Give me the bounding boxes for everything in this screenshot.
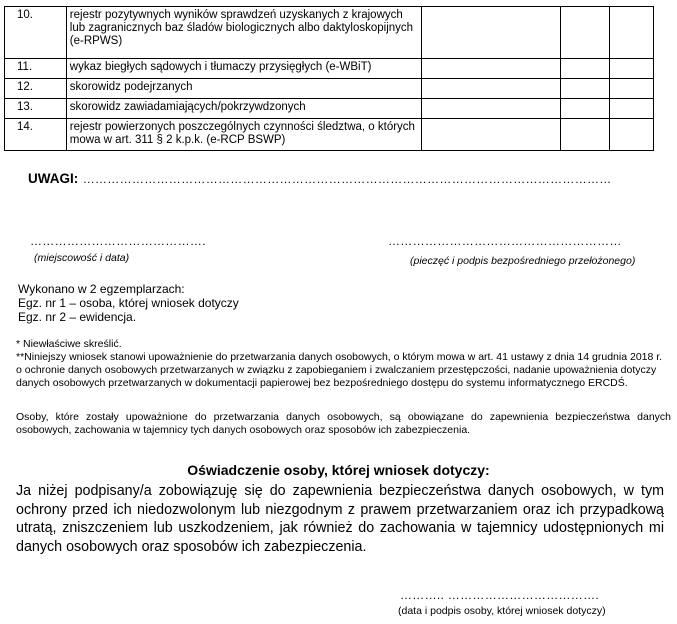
row-number: 12.: [5, 79, 67, 99]
empty-cell: [422, 119, 561, 151]
empty-cell: [561, 99, 609, 119]
supervisor-signature-caption: (pieczęć i podpis bezpośredniego przełożonego): [410, 255, 636, 267]
obligation-note-line-1: Osoby, które zostały upoważnione do przetwarzania danych osobowych, są obowiązane do zapewnienia bezpieczeństwa danych: [16, 411, 671, 423]
row-description: rejestr pozytywnych wyników sprawdzeń uzyskanych z krajowych lub zagranicznych baz śladów biologicznych albo daktyloskopijnych (e-RPWS): [66, 7, 421, 59]
table-row: [5, 7, 654, 59]
copies-line-2: Egz. nr 1 – osoba, której wniosek dotyczy: [18, 296, 239, 310]
empty-cell: [609, 99, 653, 119]
place-date-caption: (miejscowość i data): [34, 252, 130, 264]
obligation-note-line-2: osobowych, zachowania w tajemnicy tych danych osobowych oraz sposobów ich zabezpieczenia.: [16, 424, 471, 436]
table-row: [5, 99, 654, 119]
empty-cell: [561, 7, 609, 59]
declarant-signature-dots: ……….. ……………………………….: [400, 588, 600, 602]
declaration-text: Ja niżej podpisany/a zobowiązuję się do zapewnienia bezpieczeństwa danych osobowych, w tym ochrony przed ich niedozwolonym lub niezgodnym z prawem przetwarzaniem oraz ich przypadkową utratą, zniszczeniem lub uszkodzeniem, jak również do zachowania w tajemnicy udostępnionych mi danych osobowych oraz sposobów ich zabezpieczenia.: [16, 483, 664, 555]
empty-cell: [561, 79, 609, 99]
empty-cell: [609, 59, 653, 79]
registry-table: [4, 6, 654, 151]
empty-cell: [422, 7, 561, 59]
footnote-2-line-2: o ochronie danych osobowych przetwarzanych w związku z zapobieganiem i zwalczaniem przestępczości, nadanie upoważnienia dotyczy: [16, 364, 657, 376]
table-row: [5, 59, 654, 79]
footnote-2-line-1: **Niniejszy wniosek stanowi upoważnienie do przetwarzania danych osobowych, o którym mowa w art. 41 ustawy z dnia 14 grudnia 2018 r.: [16, 351, 663, 363]
footnote-2: [16, 351, 671, 390]
empty-cell: [609, 119, 653, 151]
obligation-note: [16, 411, 671, 437]
place-date-dots: …………………………………….: [30, 234, 206, 248]
empty-cell: [561, 119, 609, 151]
supervisor-signature-dots: …………………………………………………: [388, 234, 622, 248]
empty-cell: [422, 79, 561, 99]
row-description: wykaz biegłych sądowych i tłumaczy przysięgłych (e-WBiT): [66, 59, 421, 79]
empty-cell: [609, 79, 653, 99]
uwagi-label: UWAGI:: [28, 171, 79, 186]
copies-line-1: Wykonano w 2 egzemplarzach:: [18, 282, 185, 296]
empty-cell: [561, 59, 609, 79]
footnote-2-line-3: danych osobowych przetwarzanych w dokumentacji papierowej bez bezpośredniego dostępu do systemu informatycznego ERCDŚ.: [16, 377, 628, 389]
row-number: 11.: [5, 59, 67, 79]
table-row: [5, 79, 654, 99]
row-description: skorowidz podejrzanych: [66, 79, 421, 99]
row-number: 10.: [5, 7, 67, 59]
table-row: [5, 119, 654, 151]
empty-cell: [609, 7, 653, 59]
uwagi-dots: …………………………………………………………………………………………………………………: [82, 172, 612, 186]
row-number: 14.: [5, 119, 67, 151]
row-description: skorowidz zawiadamiających/pokrzywdzonych: [66, 99, 421, 119]
copies-line-3: Egz. nr 2 – ewidencja.: [18, 310, 137, 324]
row-number: 13.: [5, 99, 67, 119]
uwagi-line: [28, 170, 612, 188]
footnote-1: * Niewłaściwe skreślić.: [16, 338, 122, 350]
declarant-signature-caption: (data i podpis osoby, której wniosek dotyczy): [398, 605, 606, 617]
empty-cell: [422, 99, 561, 119]
declaration-heading: Oświadczenie osoby, której wniosek dotyczy:: [187, 462, 490, 478]
empty-cell: [422, 59, 561, 79]
copies-info: [18, 282, 239, 324]
row-description: rejestr powierzonych poszczególnych czynności śledztwa, o których mowa w art. 311 § 2 k.p.k. (e-RCP BSWP): [66, 119, 421, 151]
